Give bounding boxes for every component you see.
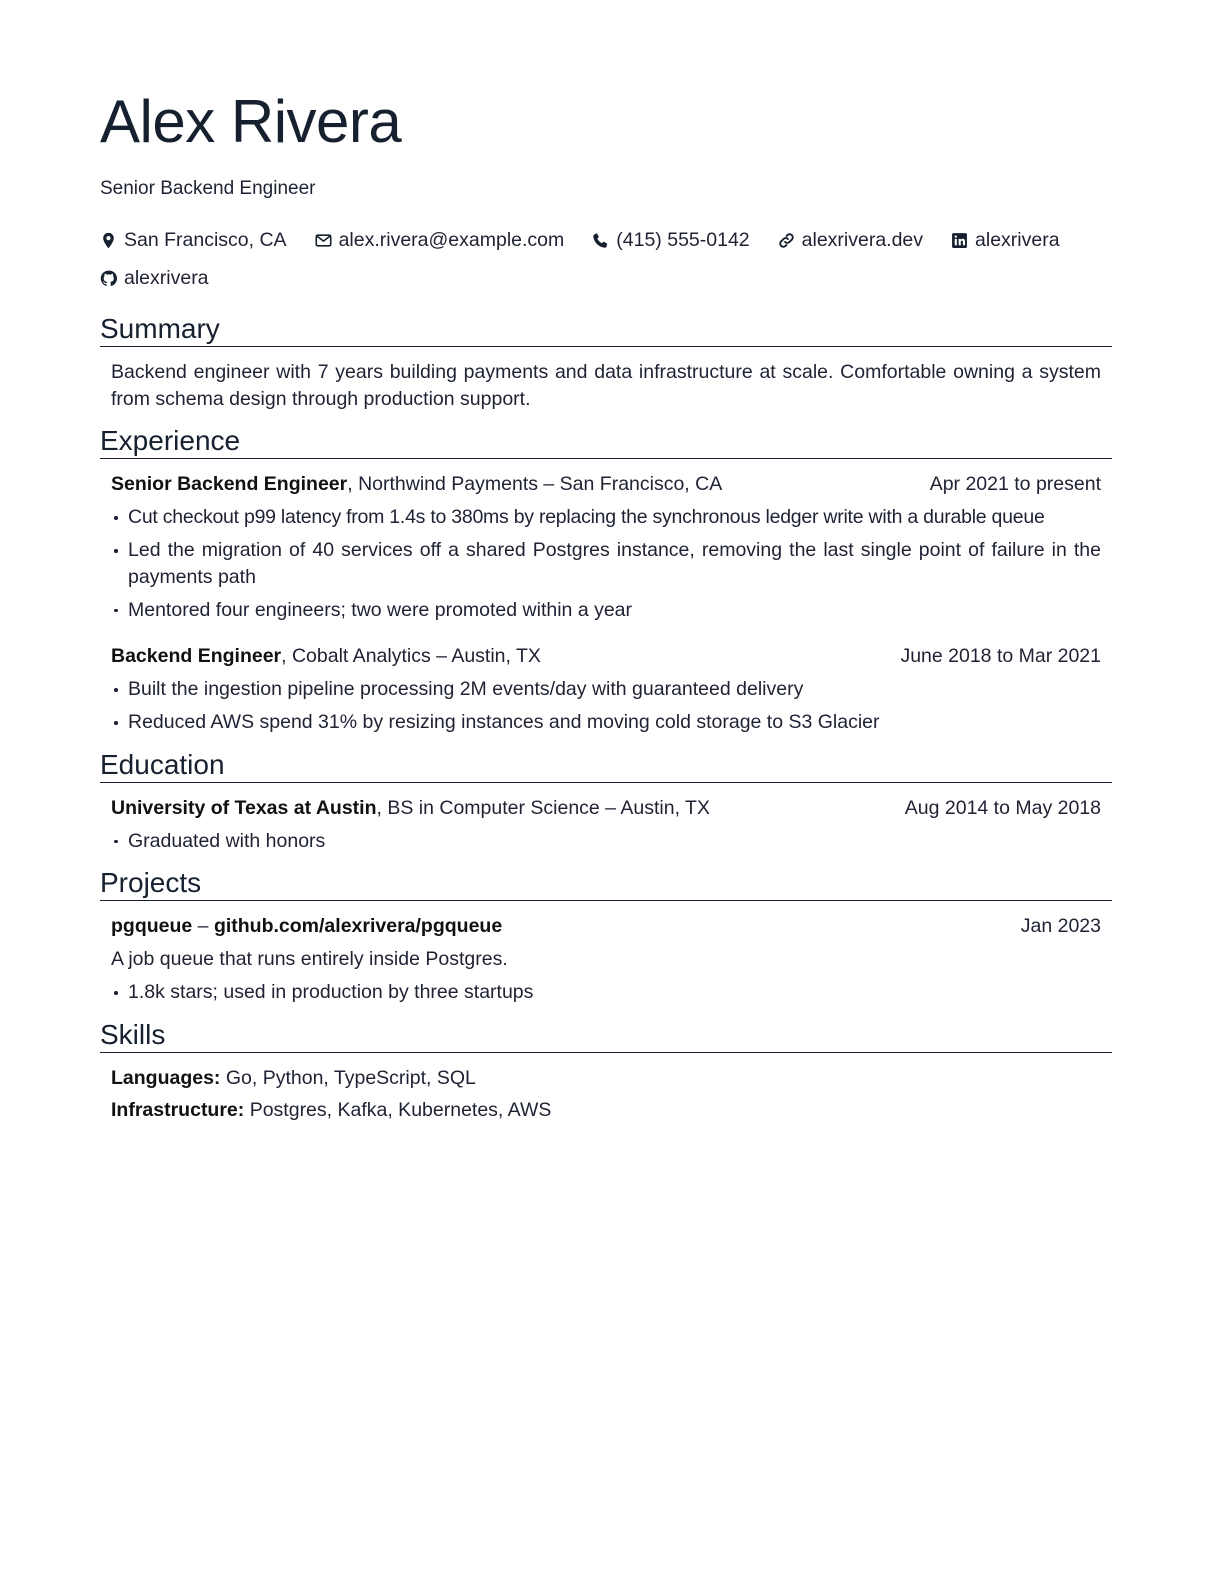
skills-section bbox=[100, 1018, 1112, 1123]
job-highlight: Mentored four engineers; two were promoted within a year bbox=[111, 597, 1101, 624]
summary-section bbox=[100, 312, 1112, 412]
education-section bbox=[100, 748, 1112, 855]
skill-label: Languages: bbox=[111, 1066, 221, 1089]
job-highlights bbox=[111, 504, 1101, 623]
contact-github-text: alexrivera bbox=[124, 267, 209, 289]
contact-list bbox=[100, 226, 1100, 292]
experience-section bbox=[100, 424, 1112, 736]
contact-phone-text: (415) 555-0142 bbox=[616, 229, 750, 251]
job-highlight: Led the migration of 40 services off a shared Postgres instance, removing the last single point of failure in the payments path bbox=[111, 537, 1101, 590]
candidate-name: Alex Rivera bbox=[100, 88, 402, 155]
contact-location-text: San Francisco, CA bbox=[124, 229, 287, 251]
contact-website-text: alexrivera.dev bbox=[801, 229, 924, 251]
contact-location bbox=[100, 226, 287, 254]
experience-heading: Experience bbox=[100, 424, 1112, 459]
education-date: Aug 2014 to May 2018 bbox=[904, 796, 1101, 819]
education-highlight: Graduated with honors bbox=[111, 828, 1101, 855]
project-name: pgqueue bbox=[111, 915, 193, 937]
resume-page bbox=[100, 86, 1112, 1129]
education-entry bbox=[111, 795, 1101, 855]
contact-github[interactable] bbox=[100, 264, 209, 292]
contact-linkedin-text: alexrivera bbox=[975, 229, 1060, 251]
map-pin-icon bbox=[100, 232, 117, 249]
job-date: June 2018 to Mar 2021 bbox=[900, 645, 1101, 667]
experience-entry bbox=[111, 643, 1101, 736]
job-highlight: Built the ingestion pipeline processing 2M events/day with guaranteed delivery bbox=[111, 676, 1101, 703]
job-highlights bbox=[111, 676, 1101, 736]
education-institution: University of Texas at Austin bbox=[111, 796, 377, 819]
contact-email-text: alex.rivera@example.com bbox=[338, 229, 565, 251]
skill-row-infrastructure bbox=[111, 1097, 1101, 1123]
summary-heading: Summary bbox=[100, 312, 1112, 347]
skill-value: Go, Python, TypeScript, SQL bbox=[220, 1066, 476, 1089]
job-position: Senior Backend Engineer bbox=[111, 473, 348, 495]
projects-heading: Projects bbox=[100, 866, 1112, 901]
contact-linkedin[interactable] bbox=[951, 226, 1060, 254]
job-date: Apr 2021 to present bbox=[929, 473, 1101, 495]
contact-email[interactable] bbox=[315, 226, 565, 254]
skill-value: Postgres, Kafka, Kubernetes, AWS bbox=[244, 1098, 552, 1121]
project-date: Jan 2023 bbox=[1020, 915, 1101, 937]
envelope-icon bbox=[315, 232, 332, 249]
job-position: Backend Engineer bbox=[111, 645, 282, 667]
education-degree-location: , BS in Computer Science – Austin, TX bbox=[376, 796, 710, 819]
experience-entry bbox=[111, 471, 1101, 623]
candidate-headline: Senior Backend Engineer bbox=[100, 178, 316, 199]
skills-heading: Skills bbox=[100, 1018, 1112, 1053]
phone-icon bbox=[592, 232, 609, 249]
contact-phone[interactable] bbox=[592, 226, 749, 254]
project-url[interactable]: github.com/alexrivera/pgqueue bbox=[213, 915, 503, 937]
project-description: A job queue that runs entirely inside Postgres. bbox=[111, 948, 508, 970]
job-highlight: Reduced AWS spend 31% by resizing instances and moving cold storage to S3 Glacier bbox=[111, 709, 1101, 736]
skill-label: Infrastructure: bbox=[111, 1098, 245, 1121]
github-icon bbox=[100, 270, 117, 287]
project-separator: – bbox=[192, 915, 214, 937]
job-company-location: , Cobalt Analytics – Austin, TX bbox=[281, 645, 541, 667]
job-highlight: Cut checkout p99 latency from 1.4s to 380ms by replacing the synchronous ledger write with a durable queue bbox=[111, 504, 1101, 531]
education-highlights bbox=[111, 828, 1101, 855]
contact-website[interactable] bbox=[778, 226, 923, 254]
education-heading: Education bbox=[100, 748, 1112, 783]
project-highlight: 1.8k stars; used in production by three startups bbox=[111, 979, 1101, 1006]
link-icon bbox=[778, 232, 795, 249]
linkedin-icon bbox=[951, 232, 968, 249]
skill-row-languages bbox=[111, 1065, 1101, 1091]
projects-section bbox=[100, 866, 1112, 1006]
project-highlights bbox=[111, 979, 1101, 1006]
summary-text: Backend engineer with 7 years building payments and data infrastructure at scale. Comfortable owning a system from schema design through production support. bbox=[111, 361, 1101, 410]
project-entry bbox=[111, 913, 1101, 1006]
job-company-location: , Northwind Payments – San Francisco, CA bbox=[347, 473, 723, 495]
